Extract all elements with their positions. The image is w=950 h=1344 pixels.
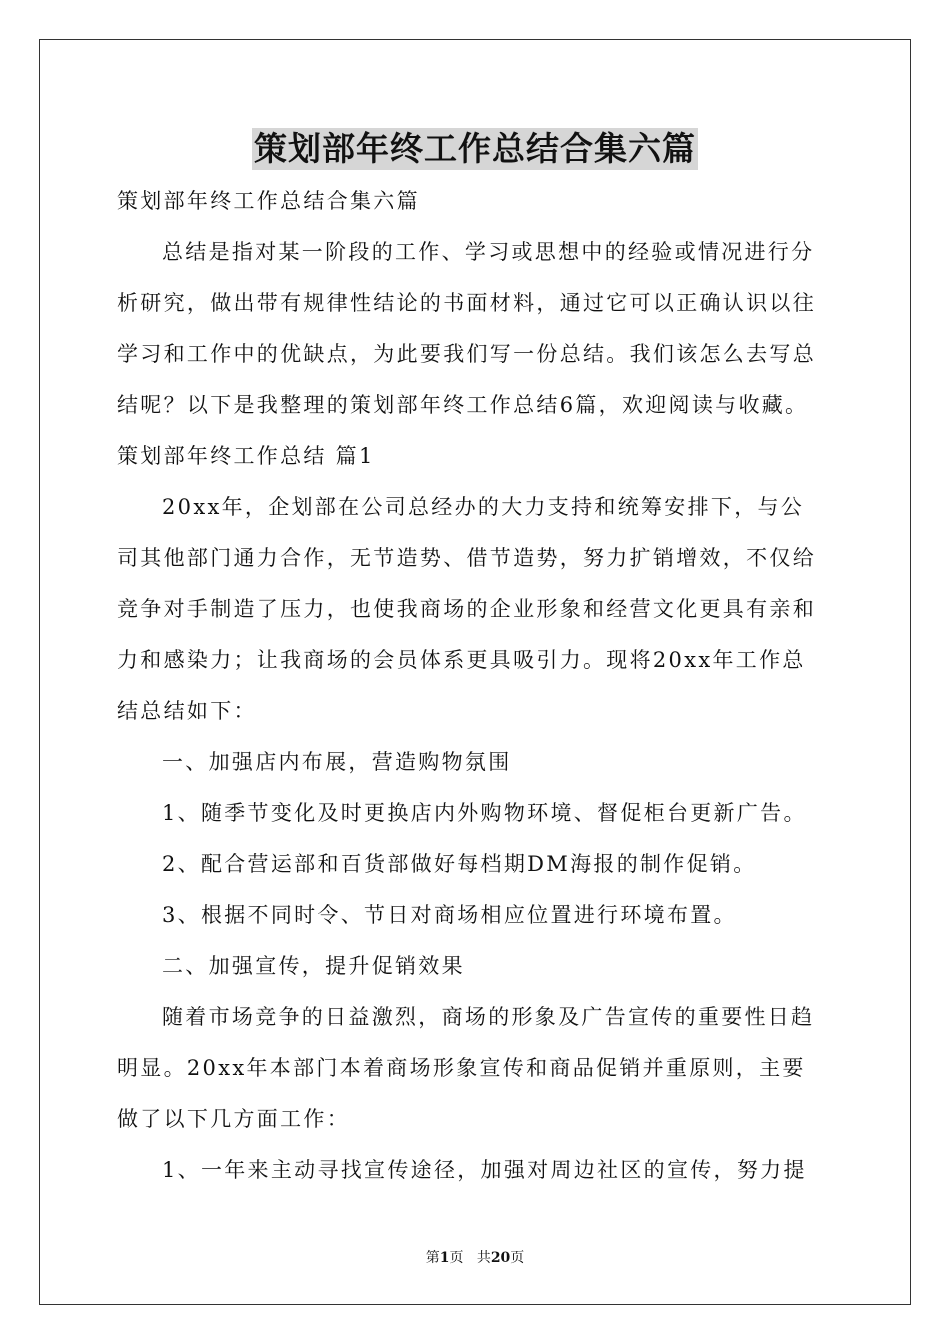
paragraph-line: 力和感染力；让我商场的会员体系更具吸引力。现将20xx年工作总	[117, 648, 806, 672]
paragraph-line: 学习和工作中的优缺点，为此要我们写一份总结。我们该怎么去写总	[117, 342, 816, 366]
paragraph-line: 竞争对手制造了压力，也使我商场的企业形象和经营文化更具有亲和	[117, 597, 816, 621]
page-footer	[0, 1247, 950, 1267]
footer-page-prefix: 第	[425, 1250, 440, 1266]
list-item: 1、随季节变化及时更换店内外购物环境、督促柜台更新广告。	[162, 801, 807, 825]
paragraph-line: 析研究，做出带有规律性结论的书面材料，通过它可以正确认识以往	[117, 291, 816, 315]
paragraph-line: 做了以下几方面工作：	[117, 1107, 350, 1131]
list-item: 2、配合营运部和百货部做好每档期DM海报的制作促销。	[162, 852, 757, 876]
footer-total-prefix: 共	[476, 1250, 491, 1266]
paragraph-line: 司其他部门通力合作，无节造势、借节造势，努力扩销增效，不仅给	[117, 546, 816, 570]
title-container	[0, 128, 950, 170]
list-item: 1、一年来主动寻找宣传途径，加强对周边社区的宣传，努力提	[162, 1158, 807, 1182]
subheading-line: 一、加强店内布展，营造购物氛围	[162, 750, 512, 774]
footer-total-pages: 20	[490, 1250, 511, 1266]
subtitle-line: 策划部年终工作总结合集六篇	[117, 189, 420, 213]
document-body	[117, 176, 833, 1196]
paragraph-line: 20xx年，企划部在公司总经办的大力支持和统筹安排下，与公	[162, 495, 805, 519]
footer-total-suffix: 页	[510, 1250, 525, 1266]
paragraph-line: 明显。20xx年本部门本着商场形象宣传和商品促销并重原则，主要	[117, 1056, 806, 1080]
paragraph-line: 结呢？以下是我整理的策划部年终工作总结6篇，欢迎阅读与收藏。	[117, 393, 809, 417]
list-item: 3、根据不同时令、节日对商场相应位置进行环境布置。	[162, 903, 737, 927]
footer-page-number: 1	[439, 1250, 450, 1266]
section-heading: 策划部年终工作总结 篇1	[117, 444, 375, 468]
paragraph-line: 结总结如下：	[117, 699, 257, 723]
subheading-line: 二、加强宣传，提升促销效果	[162, 954, 465, 978]
footer-page-suffix: 页	[449, 1250, 464, 1266]
document-title: 策划部年终工作总结合集六篇	[254, 129, 696, 168]
paragraph-line: 总结是指对某一阶段的工作、学习或思想中的经验或情况进行分	[162, 240, 815, 264]
paragraph-line: 随着市场竞争的日益激烈，商场的形象及广告宣传的重要性日趋	[162, 1005, 815, 1029]
